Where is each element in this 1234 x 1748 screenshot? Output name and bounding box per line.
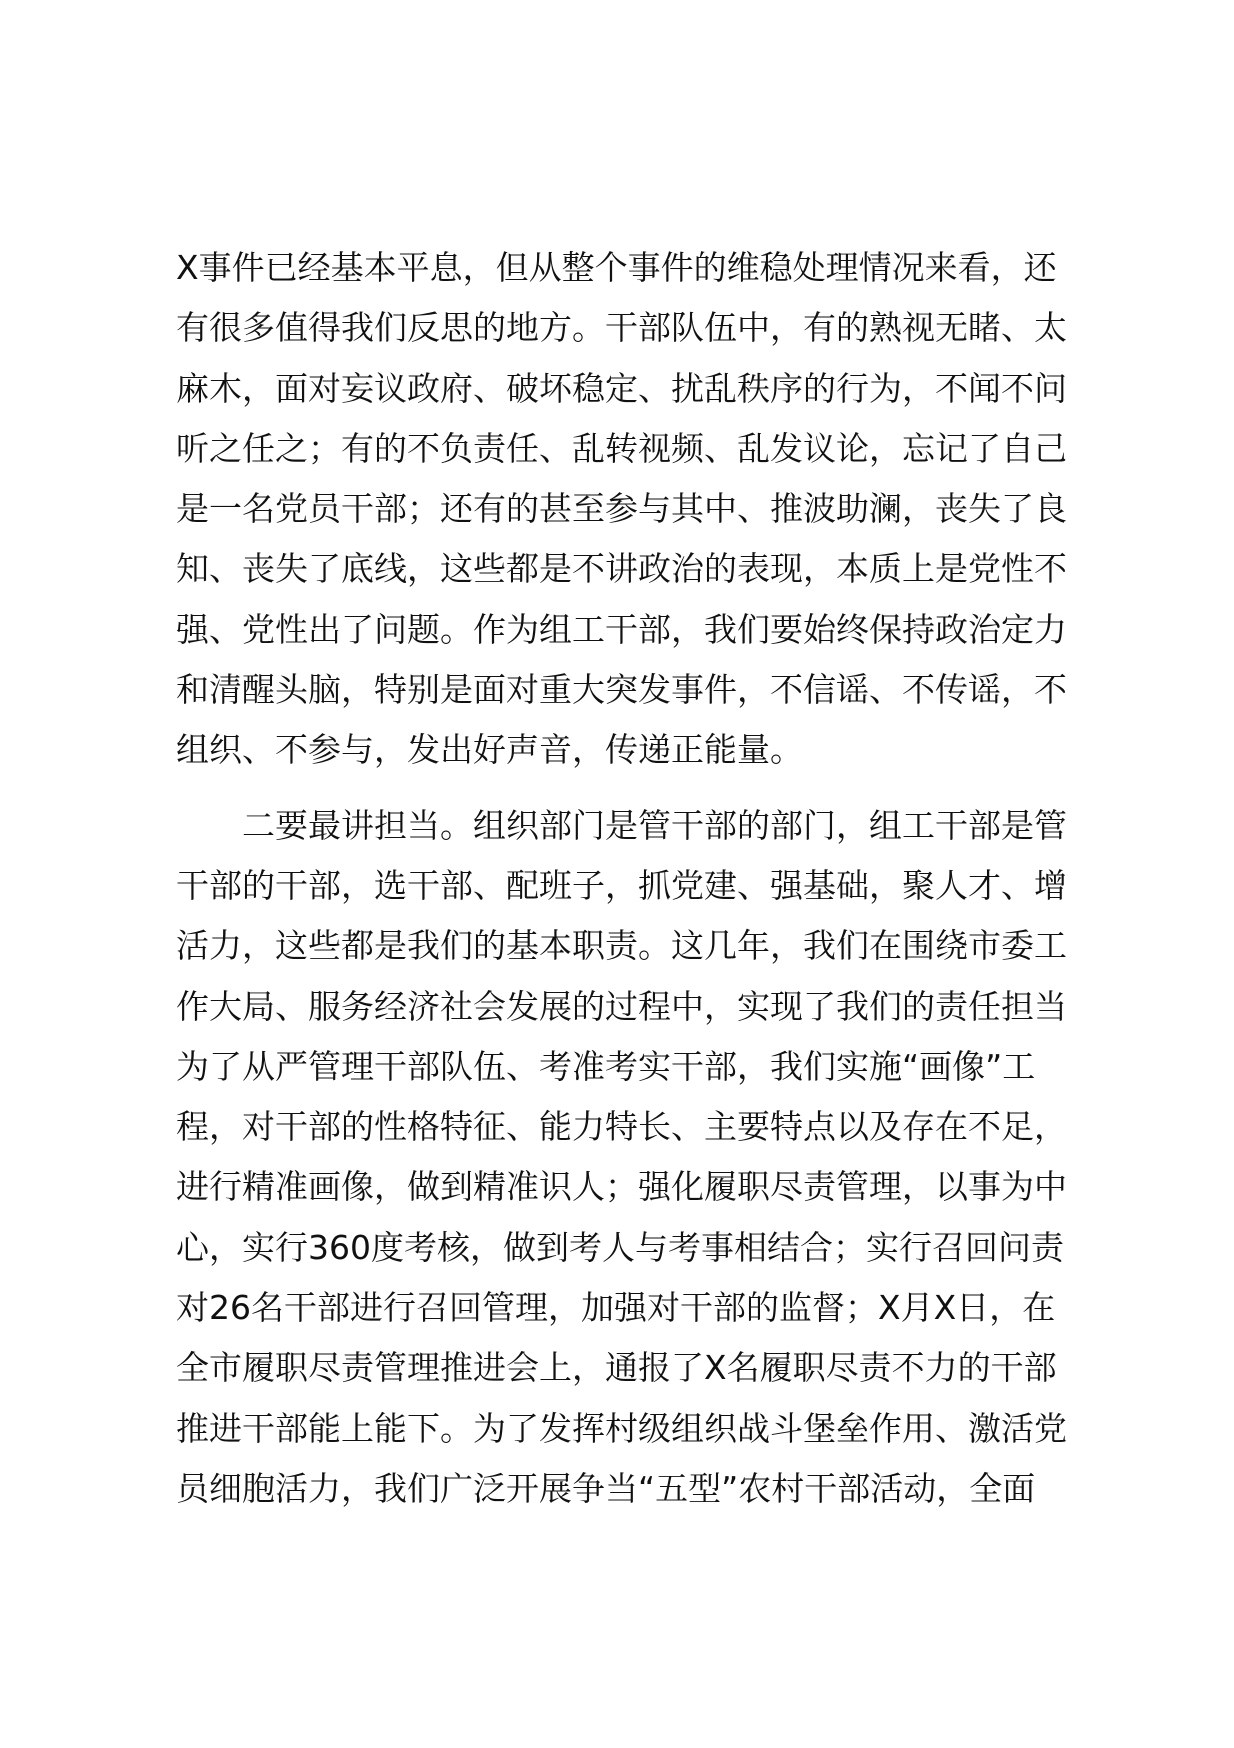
text-line: 进行精准画像，做到精准识人；强化履职尽责管理，以事为中 [176,1167,1067,1207]
text-line: 全市履职尽责管理推进会上，通报了X名履职尽责不力的干部 [176,1348,1057,1388]
paragraph-gap [176,781,1076,796]
paragraph-2 [176,796,1076,1520]
text-line: 有很多值得我们反思的地方。干部队伍中，有的熟视无睹、太 [176,308,1067,348]
text-line: 程，对干部的性格特征、能力特长、主要特点以及存在不足， [176,1107,1067,1147]
text-line: 作大局、服务经济社会发展的过程中，实现了我们的责任担当 [176,986,1067,1026]
text-line: 组织、不参与，发出好声音，传递正能量。 [176,730,803,770]
text-line: 和清醒头脑，特别是面对重大突发事件，不信谣、不传谣，不 [176,670,1067,710]
text-line: 员细胞活力，我们广泛开展争当“五型”农村干部活动，全面 [176,1468,1036,1508]
paragraph-1 [176,238,1076,781]
text-line: 强、党性出了问题。作为组工干部，我们要始终保持政治定力 [176,609,1067,649]
text-line: 为了从严管理干部队伍、考准考实干部，我们实施“画像”工 [176,1046,1036,1086]
text-line: X事件已经基本平息，但从整个事件的维稳处理情况来看，还 [176,248,1057,287]
text-line: 心，实行360度考核，做到考人与考事相结合；实行召回问责 [176,1227,1064,1267]
text-line: 麻木，面对妄议政府、破坏稳定、扰乱秩序的行为，不闻不问 [176,368,1067,408]
document-body [176,238,1076,1519]
text-line: 推进干部能上能下。为了发挥村级组织战斗堡垒作用、激活党 [176,1408,1067,1448]
text-line: 是一名党员干部；还有的甚至参与其中、推波助澜，丧失了良 [176,489,1067,529]
text-line: 知、丧失了底线，这些都是不讲政治的表现，本质上是党性不 [176,549,1067,589]
text-line: 二要最讲担当。组织部门是管干部的部门，组工干部是管 [242,805,1067,845]
text-line: 活力，这些都是我们的基本职责。这几年，我们在围绕市委工 [176,926,1067,966]
text-line: 干部的干部，选干部、配班子，抓党建、强基础，聚人才、增 [176,865,1067,905]
text-line: 对26名干部进行召回管理，加强对干部的监督；X月X日，在 [176,1288,1056,1328]
text-line: 听之任之；有的不负责任、乱转视频、乱发议论，忘记了自己 [176,428,1067,468]
